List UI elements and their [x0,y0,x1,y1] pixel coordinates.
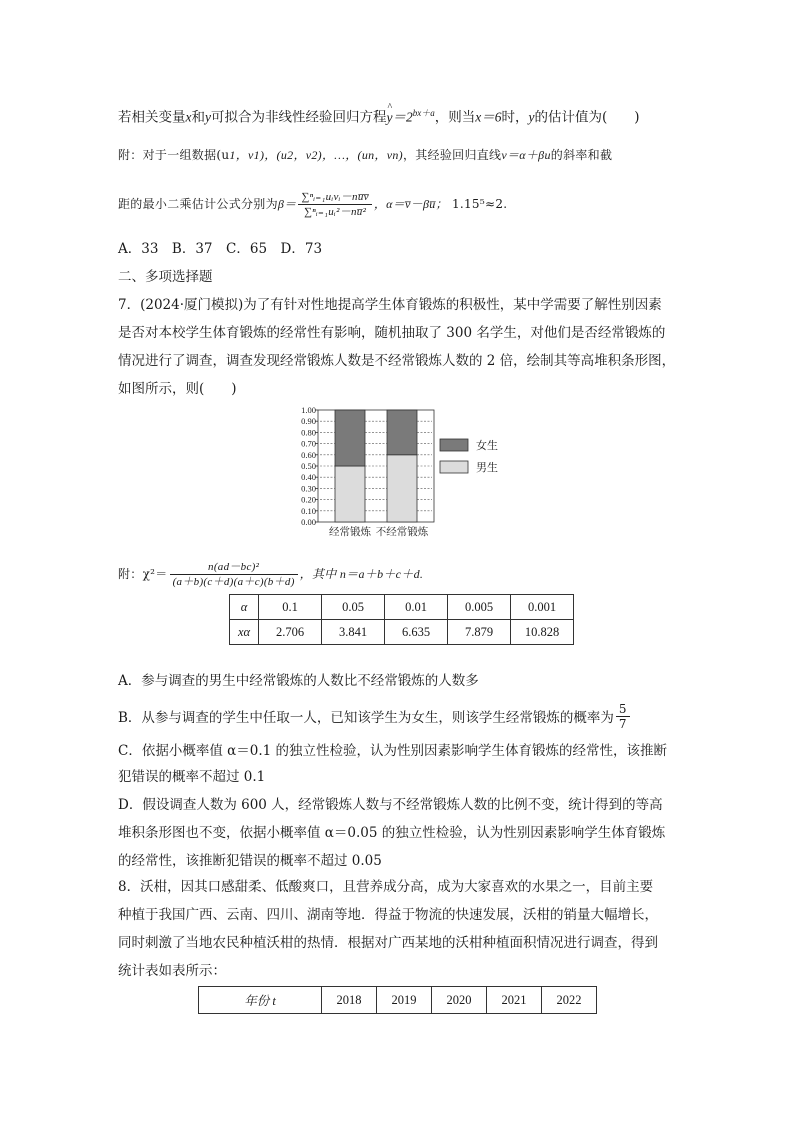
fraction-denominator: ∑ⁿᵢ₌₁uᵢ²－nu̅² [304,206,367,218]
table-cell: 2018 [322,987,377,1014]
problem8-line: 统计表如表所示： [118,963,226,979]
table-header: 年份 t [199,987,322,1014]
option-b-fraction [616,702,630,731]
option-d: D．假设调查人数为 600 人，经常锻炼人数与不经常锻炼人数的比例不变，统计得到的等高 [118,797,663,813]
table-cell: 2.706 [259,620,322,645]
table-cell: 0.01 [385,595,448,620]
y-tick-label: 0.70 [301,438,316,449]
table-cell: 10.828 [511,620,574,645]
table-cell: 0.05 [322,595,385,620]
stem-text: 和 [191,109,205,126]
y-tick-label: 0.30 [301,483,316,494]
beta-hat: β＝ [277,197,297,211]
fraction-numerator: ∑ⁿᵢ₌₁uᵢvᵢ－nu̅v̅ [298,190,371,205]
y-tick-label: 0.40 [301,472,316,483]
problem7-line: 情况进行了调查，调查发现经常锻炼人数是不经常锻炼人数的 2 倍，绘制其等高堆积条形图， [118,353,676,369]
option-c-cont: 犯错误的概率不超过 0.1 [118,769,266,785]
section-heading: 二、多项选择题 [118,269,213,285]
legend-label: 男生 [476,462,498,474]
row-label: α [230,595,259,620]
chi-square-fraction [170,560,298,589]
x-category-label: 经常锻炼 [329,527,371,538]
stem-text: 若相关变量 [118,109,186,126]
problem6-stem [118,102,680,129]
problem8-line: 8．沃柑，因其口感甜柔、低酸爽口，且营养成分高，成为大家喜欢的水果之一，目前主要 [118,879,654,895]
stem-text: 时， [501,109,529,126]
table-cell: 2019 [377,987,432,1014]
note-text: 附：对于一组数据(u [118,148,230,162]
x-category-label: 不经常锻炼 [375,527,429,538]
approximation: 1.15⁵≈2. [451,197,508,211]
problem8-line: 种植于我国广西、云南、四川、湖南等地．得益于物流的快速发展，沃柑的销量大幅增长， [118,907,658,923]
condition: x＝6 [475,109,502,125]
var-y: y [528,109,535,125]
chi-square-formula [118,560,680,589]
problem6-note-line2 [118,190,680,219]
table-cell: 0.001 [511,595,574,620]
bar-segment-女生 [335,410,365,466]
formula-text: ，其中 n＝a＋b＋c＋d. [299,567,424,581]
stem-text: 的估计值为( ) [534,109,640,126]
option-d-cont: 的经常性，该推断犯错误的概率不超过 0.05 [118,853,382,869]
problem8-line: 同时刺激了当地农民种植沃柑的热情．根据对广西某地的沃柑种植面积情况进行调查，得到 [118,935,658,951]
fraction-numerator: n(ad－bc)² [170,560,298,575]
option-text: B．从参与调查的学生中任取一人，已知该学生为女生，则该学生经常锻炼的概率为 [118,710,614,726]
data-sequence: 1，v1)，(u2，v2)，…，(un，vn) [229,148,403,162]
legend-label: 女生 [476,440,498,452]
table-cell: 6.635 [385,620,448,645]
option-c: C．依据小概率值 α＝0.1 的独立性检验，认为性别因素影响学生体育锻炼的经常性，该推断 [118,743,667,759]
note-text: 的斜率和截 [550,148,613,162]
table-cell: 0.1 [259,595,322,620]
table-cell: 2020 [432,987,487,1014]
year-table [198,986,597,1014]
fraction-denominator: 7 [618,717,627,731]
table-row [199,987,597,1014]
table-cell: 2022 [542,987,597,1014]
note-text: 距的最小二乘估计公式分别为 [118,197,278,211]
problem7-line: 如图所示，则( ) [118,381,237,397]
table-row [230,620,574,645]
option-a: A．参与调查的男生中经常锻炼的人数比不经常锻炼的人数多 [118,673,479,689]
exponent: bx＋a [412,108,435,118]
legend-swatch [440,439,468,451]
option-b [118,702,680,731]
problem6-options: A．33 B．37 C．65 D．73 [118,241,323,257]
y-tick-label: 0.20 [301,494,316,505]
regression-line: v＝α＋βu [501,148,551,162]
note-text: ，其经验回归直线 [402,148,502,162]
var-y: y [205,109,211,125]
table-cell: 3.841 [322,620,385,645]
y-tick-label: 0.90 [301,416,316,427]
row-label: xα [230,620,259,645]
option-d-cont: 堆积条形图也不变，依据小概率值 α＝0.05 的独立性检验，认为性别因素影响学生体育锻炼 [118,825,666,841]
bar-segment-男生 [335,466,365,522]
fraction-denominator: (a＋b)(c＋d)(a＋c)(b＋d) [172,576,295,588]
critical-value-table [229,594,574,645]
y-tick-label: 0.60 [301,449,316,460]
problem7-line: 7．(2024·厦门模拟)为了有针对性地提高学生体育锻炼的积极性，某中学需要了解性别因素 [118,297,662,313]
bar-segment-女生 [387,410,417,455]
beta-fraction [298,190,371,219]
table-row [230,595,574,620]
var-x: x [185,109,192,125]
y-tick-label: 0.50 [301,461,316,471]
y-hat: ^ y [387,107,393,129]
y-tick-label: 1.00 [301,405,316,415]
stem-text: ，则当 [434,109,476,126]
table-cell: 7.879 [448,620,511,645]
equation: ＝2 [392,109,413,125]
bar-segment-男生 [387,455,417,522]
problem7-line: 是否对本校学生体育锻炼的经常性有影响，随机抽取了 300 名学生，对他们是否经常锻炼的 [118,325,666,341]
table-cell: 0.005 [448,595,511,620]
y-tick-label: 0.10 [301,505,316,516]
problem6-note-line1 [118,144,680,166]
stacked-bar-chart [288,402,508,542]
legend-swatch [440,461,468,473]
stem-text: 可拟合为非线性经验回归方程 [211,109,387,126]
fraction-numerator: 5 [616,702,630,717]
y-tick-label: 0.80 [301,427,316,438]
y-tick-label: 0.00 [301,517,316,527]
alpha-hat: ，α＝v̅－βu̅； [373,197,448,211]
table-cell: 2021 [487,987,542,1014]
formula-text: 附：χ²＝ [118,567,168,581]
